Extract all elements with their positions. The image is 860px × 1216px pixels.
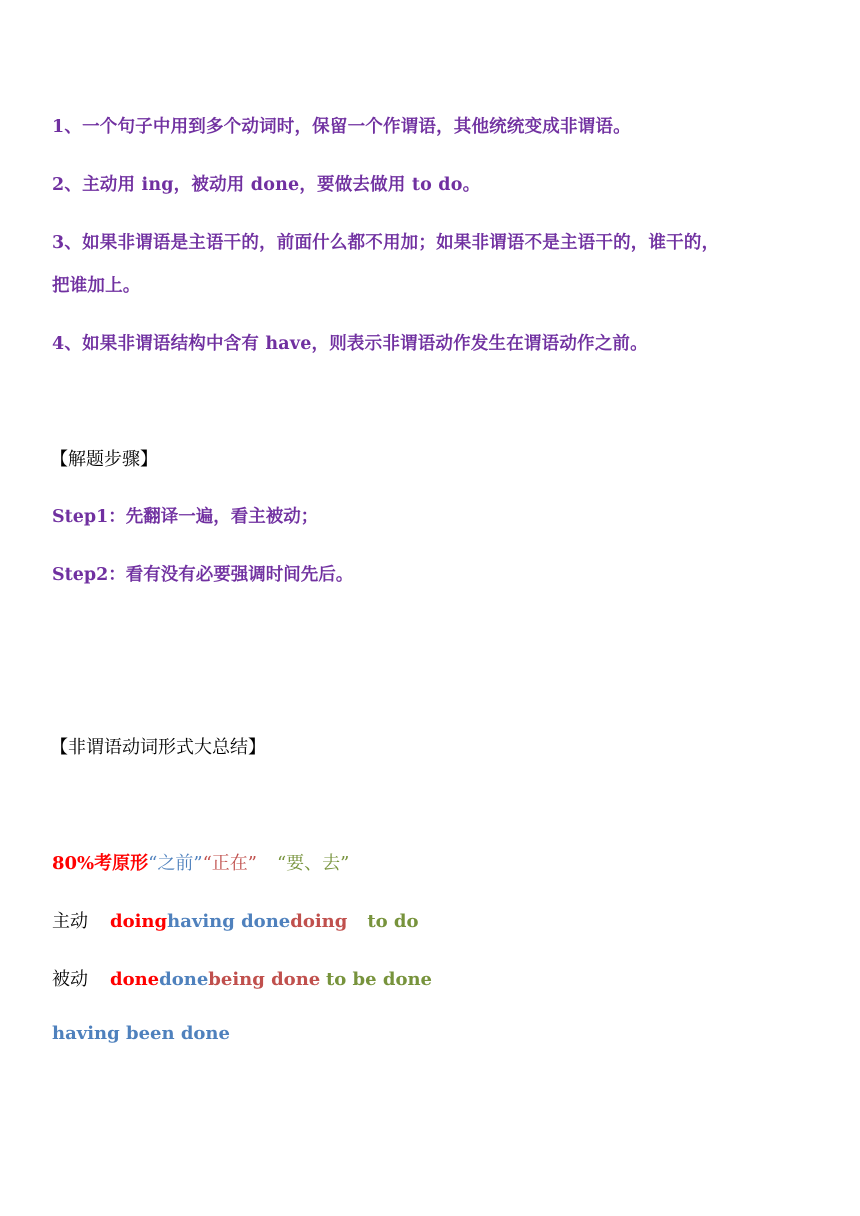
summary-active-row: [52, 907, 419, 933]
rule-1: 1、一个句子中用到多个动词时，保留一个作谓语，其他统统变成非谓语。: [52, 117, 631, 137]
rule-4: 4、如果非谓语结构中含有 have，则表示非谓语动作发生在谓语动作之前。: [52, 334, 648, 354]
passive-before: done: [159, 969, 209, 990]
summary-heading: 【非谓语动词形式大总结】: [50, 737, 266, 758]
step-1: Step1：先翻译一遍，看主被动；: [52, 507, 319, 527]
passive-label: 被动: [52, 969, 88, 990]
summary-extra-row: [52, 1023, 230, 1044]
summary-passive-row: [52, 965, 432, 991]
rule-3: 3、如果非谓语是主语干的，前面什么都不用加；如果非谓语不是主语干的，谁干的，: [52, 233, 720, 253]
rule-2: 2、主动用 ing，被动用 done，要做去做用 to do。: [52, 175, 481, 195]
summary-header-row: [52, 849, 349, 875]
header-before: “之前”: [148, 853, 203, 874]
active-base: doing: [110, 911, 168, 932]
active-before: having done: [167, 911, 291, 932]
step-2: Step2：看有没有必要强调时间先后。: [52, 565, 354, 585]
steps-heading: 【解题步骤】: [50, 449, 158, 470]
active-now: doing: [290, 911, 348, 932]
extra-having-been-done: having been done: [52, 1023, 230, 1044]
header-future: “要、去”: [276, 853, 350, 874]
active-future: to do: [367, 911, 419, 932]
active-label: 主动: [52, 911, 88, 932]
rule-3-continued: 把谁加上。: [52, 276, 141, 296]
header-now: “正在”: [202, 853, 257, 874]
passive-base: done: [110, 969, 160, 990]
passive-future: to be done: [325, 969, 432, 990]
passive-now: being done: [208, 969, 321, 990]
header-base-percent: 80%考原形: [52, 853, 149, 874]
